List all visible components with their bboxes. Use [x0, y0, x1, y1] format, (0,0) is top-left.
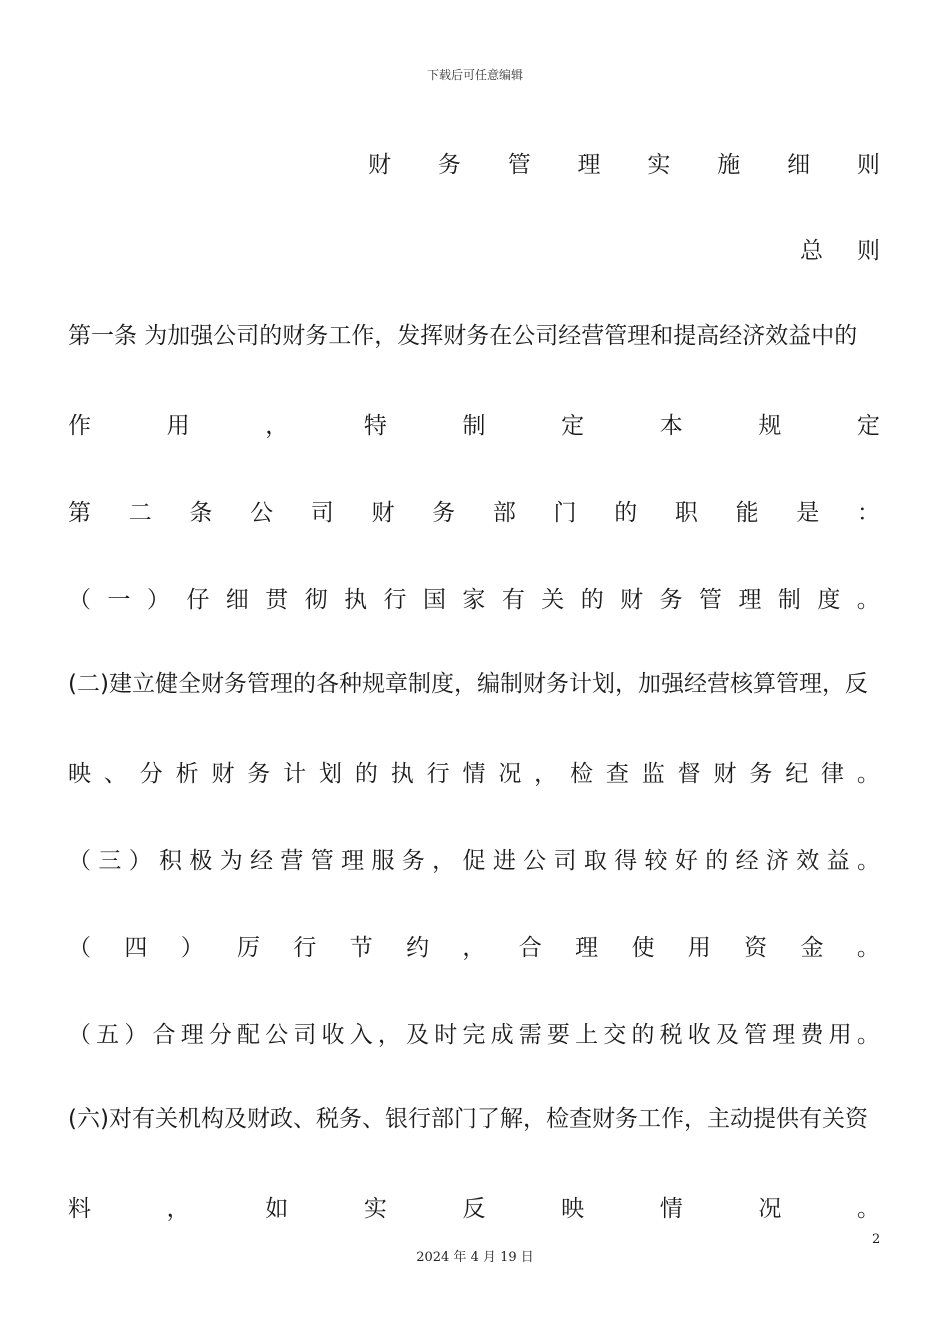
char: 财: [713, 760, 737, 787]
char: 作: [68, 412, 91, 439]
char: 理: [341, 847, 365, 874]
char: 料: [68, 1195, 91, 1222]
char: 好: [674, 847, 698, 874]
char: 。: [856, 847, 880, 874]
char: 的: [354, 760, 378, 787]
char: 。: [857, 1195, 880, 1222]
char: 财: [211, 760, 235, 787]
char: 总: [800, 237, 823, 264]
char: 务: [749, 760, 773, 787]
char: 规: [758, 412, 782, 439]
char: 定: [561, 412, 585, 439]
char: 实: [647, 151, 671, 178]
char: 理: [738, 586, 762, 613]
char: 收: [687, 1021, 711, 1048]
char: 施: [717, 151, 741, 178]
char: 能: [735, 499, 759, 526]
char: 定: [857, 412, 880, 439]
section-heading: [800, 232, 880, 264]
char: 及: [406, 1021, 430, 1048]
char: 理: [180, 1021, 204, 1048]
char: ）: [128, 847, 152, 874]
char: 度: [817, 586, 841, 613]
paragraph-line: [68, 407, 880, 439]
char: 收: [321, 1021, 345, 1048]
char: 第: [68, 499, 91, 526]
char: 公: [265, 1021, 289, 1048]
char: 资: [744, 934, 768, 961]
char: 国: [422, 586, 446, 613]
char: 公: [523, 847, 547, 874]
char: 行: [383, 586, 407, 613]
char: 制: [462, 412, 486, 439]
char: 务: [659, 586, 683, 613]
paragraph-line: [68, 755, 880, 787]
footer-date: 2024 年 4 月 19 日: [416, 1250, 534, 1265]
char: 家: [462, 586, 486, 613]
char: 分: [208, 1021, 232, 1048]
char: 映: [561, 1195, 585, 1222]
char: ，: [462, 934, 486, 961]
char: 特: [363, 412, 387, 439]
char: 财: [620, 586, 644, 613]
char: 经: [250, 847, 274, 874]
char: 管: [744, 1021, 768, 1048]
char: 财: [368, 151, 391, 178]
char: 司: [310, 499, 334, 526]
char: 极: [189, 847, 213, 874]
char: 。: [856, 586, 880, 613]
char: ，: [377, 1021, 401, 1048]
char: 部: [492, 499, 516, 526]
char: 三: [98, 847, 122, 874]
char: 使: [631, 934, 655, 961]
char: 执: [390, 760, 414, 787]
char: 金: [800, 934, 824, 961]
paragraph-line: [68, 929, 880, 961]
char: 要: [546, 1021, 570, 1048]
char: （: [68, 586, 91, 613]
char: 门: [553, 499, 577, 526]
char: 的: [614, 499, 638, 526]
char: 纪: [785, 760, 809, 787]
char: 有: [501, 586, 525, 613]
char: 服: [371, 847, 395, 874]
char: 则: [856, 151, 880, 178]
paragraph-line: [68, 842, 880, 874]
char: 条: [189, 499, 213, 526]
char: 节: [349, 934, 373, 961]
char: 交: [603, 1021, 627, 1048]
char: 划: [319, 760, 343, 787]
char: 。: [856, 934, 880, 961]
char: 理: [772, 1021, 796, 1048]
document-title: [368, 146, 880, 178]
char: （: [68, 1021, 91, 1048]
char: 促: [462, 847, 486, 874]
char: 及: [715, 1021, 739, 1048]
char: 实: [363, 1195, 387, 1222]
char: 入: [349, 1021, 373, 1048]
paragraph-line: (二)建立健全财务管理的各种规章制度，编制财务计划，加强经营核算管理，反: [68, 671, 868, 697]
paragraph-line: [68, 581, 880, 613]
char: 彻: [304, 586, 328, 613]
char: 二: [128, 499, 152, 526]
char: 职: [674, 499, 698, 526]
char: 成: [490, 1021, 514, 1048]
char: 用: [828, 1021, 852, 1048]
char: ，: [265, 412, 289, 439]
char: ）: [124, 1021, 148, 1048]
char: 务: [432, 499, 456, 526]
char: 理: [577, 151, 601, 178]
char: 取: [583, 847, 607, 874]
char: 计: [283, 760, 307, 787]
char: 司: [553, 847, 577, 874]
char: 财: [371, 499, 395, 526]
char: ：: [856, 499, 880, 526]
char: 进: [492, 847, 516, 874]
char: 为: [219, 847, 243, 874]
char: 查: [605, 760, 629, 787]
char: 。: [856, 1021, 880, 1048]
char: 司: [293, 1021, 317, 1048]
char: 约: [406, 934, 430, 961]
char: 公: [250, 499, 274, 526]
char: 的: [580, 586, 604, 613]
paragraph-line: (六)对有关机构及财政、税务、银行部门了解，检查财务工作，主动提供有关资: [68, 1106, 868, 1132]
char: 管: [699, 586, 722, 613]
char: 的: [631, 1021, 655, 1048]
char: 。: [856, 760, 880, 787]
char: 费: [800, 1021, 824, 1048]
char: 管: [507, 151, 531, 178]
char: 务: [247, 760, 271, 787]
char: 分: [139, 760, 163, 787]
char: ，: [166, 1195, 190, 1222]
char: 析: [175, 760, 199, 787]
char: 效: [796, 847, 820, 874]
char: ，: [534, 760, 558, 787]
char: 关: [541, 586, 565, 613]
char: 仔: [186, 586, 210, 613]
char: 本: [659, 412, 683, 439]
char: 则: [857, 237, 880, 264]
char: 行: [426, 760, 450, 787]
char: 执: [344, 586, 368, 613]
char: ）: [180, 934, 204, 961]
char: 是: [796, 499, 820, 526]
char: 情: [659, 1195, 683, 1222]
char: 税: [659, 1021, 683, 1048]
char: 况: [758, 1195, 782, 1222]
char: 上: [575, 1021, 599, 1048]
char: 映: [68, 760, 91, 787]
char: 厉: [237, 934, 261, 961]
paragraph-line: [68, 494, 880, 526]
paragraph-line: [68, 1190, 880, 1222]
char: 营: [280, 847, 304, 874]
char: 务: [401, 847, 425, 874]
char: 律: [821, 760, 845, 787]
char: 制: [777, 586, 801, 613]
char: ，: [432, 847, 456, 874]
char: 配: [237, 1021, 261, 1048]
char: 如: [265, 1195, 289, 1222]
char: 监: [641, 760, 665, 787]
char: 反: [462, 1195, 486, 1222]
char: 积: [159, 847, 183, 874]
char: 行: [293, 934, 317, 961]
char: 济: [765, 847, 789, 874]
char: 的: [705, 847, 729, 874]
char: 细: [225, 586, 249, 613]
char: 管: [310, 847, 334, 874]
char: 益: [826, 847, 850, 874]
char: 需: [518, 1021, 542, 1048]
char: 督: [677, 760, 701, 787]
char: 况: [498, 760, 522, 787]
char: 经: [735, 847, 759, 874]
char: 情: [462, 760, 486, 787]
char: 四: [124, 934, 148, 961]
char: 用: [166, 412, 190, 439]
char: 较: [644, 847, 668, 874]
char: 合: [152, 1021, 176, 1048]
header-note: 下载后可任意编辑: [426, 68, 523, 82]
page-number: 2: [872, 1232, 881, 1247]
paragraph-line: 第一条 为加强公司的财务工作，发挥财务在公司经营管理和提高经济效益中的: [68, 323, 858, 349]
char: 合: [518, 934, 542, 961]
char: 细: [787, 151, 811, 178]
paragraph-line: [68, 1016, 880, 1048]
char: 务: [437, 151, 461, 178]
char: 贯: [265, 586, 289, 613]
char: 一: [107, 586, 131, 613]
char: 检: [570, 760, 594, 787]
char: 时: [434, 1021, 458, 1048]
char: 、: [103, 760, 127, 787]
char: （: [68, 847, 91, 874]
char: 五: [96, 1021, 120, 1048]
char: 完: [462, 1021, 486, 1048]
char: ）: [146, 586, 170, 613]
char: 得: [614, 847, 638, 874]
char: （: [68, 934, 91, 961]
char: 理: [575, 934, 599, 961]
char: 用: [687, 934, 711, 961]
